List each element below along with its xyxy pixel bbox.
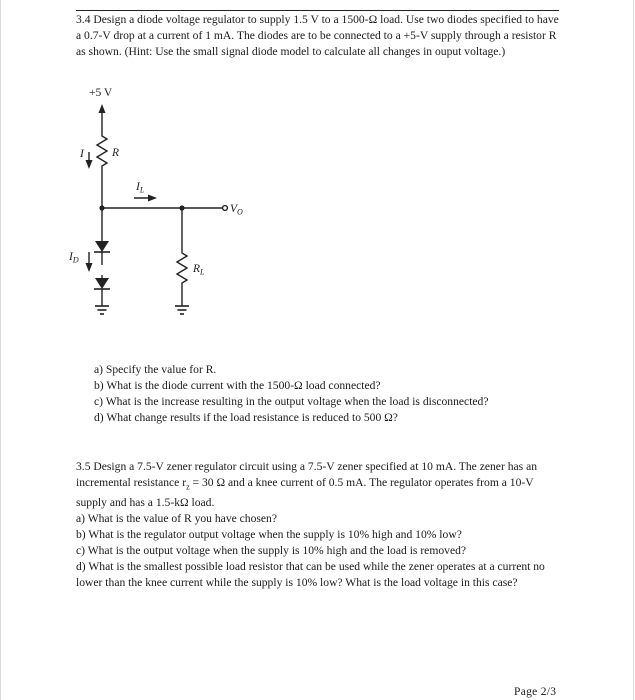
resistor-r-label: R [112,147,120,159]
page-number: Page 2/3 [514,686,557,698]
current-i-label: I [80,148,84,160]
problem-3-5-text: 3.5 Design a 7.5-V zener regulator circuit using a 7.5-V zener specified at 10 mA. The zener has an incremental resistance $r_z = 30$ Ω and a knee current of 0.5 mA. The regulator operates from a 10-V supply and has a 1.5-kΩ load. [76,460,538,510]
question-3-5-c: c) What is the output voltage when the supply is 10% high and the load is removed? [76,544,467,558]
supply-label: +5 V [89,87,113,99]
question-3-4-c: c) What is the increase resulting in the output voltage when the load is disconnected? [94,395,489,408]
right-page-edge [633,0,634,700]
load-current-label: $I_L$ [136,181,145,195]
load-resistor-label: $R_L$ [193,263,205,277]
diode-current-label: $I_D$ [69,251,79,265]
question-3-5-d: d) What is the smallest possible load resistor that can be used while the zener operates at a current no lower than the knee current while the supply is 10% low? What is the load voltage in this case? [76,560,545,590]
problem-3-4-questions [94,362,489,426]
problem-3-5-questions [76,511,562,591]
question-3-5-b: b) What is the regulator output voltage when the supply is 10% high and 10% low? [76,528,462,542]
top-rule [76,10,559,11]
diode-regulator-circuit [60,80,280,340]
question-3-4-a: a) Specify the value for R. [94,363,217,376]
output-voltage-label: $V_O$ [230,203,243,217]
left-page-edge [0,0,1,700]
question-3-5-a: a) What is the value of R you have chosen? [76,512,277,526]
problem-3-4-text: 3.4 Design a diode voltage regulator to supply 1.5 V to a 1500-Ω load. Use two diodes specified to have a 0.7-V drop at a current of 1 mA. The diodes are to be connected to a +5-V supply through a resistor R as shown. (Hint: Use the small signal diode model to calculate all changes in ouput voltage.) [76,13,559,58]
question-3-4-b: b) What is the diode current with the 1500-Ω load connected? [94,379,381,392]
problem-3-5 [76,459,562,591]
question-3-4-d: d) What change results if the load resistance is reduced to 500 Ω? [94,411,398,424]
